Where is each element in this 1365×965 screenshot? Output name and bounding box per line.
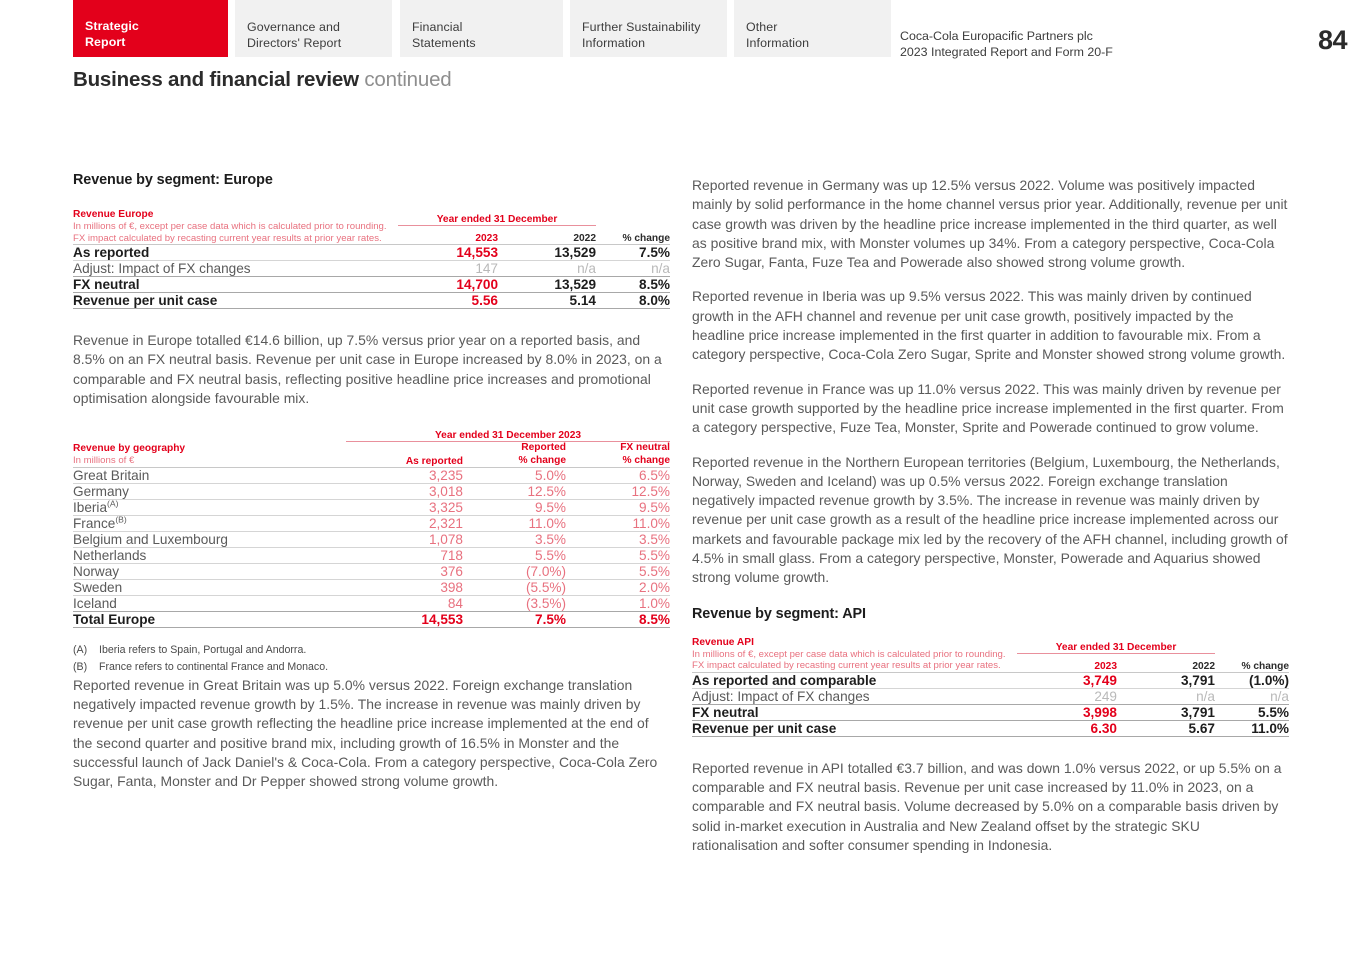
cell-iceland-as-reported: 84: [346, 595, 463, 611]
row-label-netherlands: Netherlands: [73, 547, 346, 563]
cell-norway-reported-change: (7.0%): [463, 563, 566, 579]
geo-col-fx-neutral-change: [566, 442, 670, 467]
tab-other-information[interactable]: [734, 0, 891, 57]
heading-revenue-by-segment-api: Revenue by segment: API: [692, 605, 866, 622]
cell-api-as-reported-2022: 3,791: [1117, 672, 1215, 688]
geo-col-fx-neutral-line2: % change: [622, 454, 671, 466]
row-label-iberia-text: Iberia: [73, 499, 108, 515]
table-row: [73, 515, 670, 531]
table-row: [73, 611, 670, 627]
cell-adjust-fx-change: n/a: [596, 261, 670, 277]
footnote-marker-b: (B): [115, 514, 127, 525]
revenue-api-table: [692, 636, 1289, 737]
table-row: [73, 293, 670, 309]
revenue-europe-group-header-spacer: [596, 208, 670, 226]
document-company-name: Coca-Cola Europacific Partners plc: [900, 29, 1093, 43]
revenue-europe-caption-title: Revenue Europe: [73, 209, 154, 220]
row-label-api-adjust-fx: Adjust: Impact of FX changes: [692, 688, 1017, 704]
row-label-api-revenue-per-unit-case: Revenue per unit case: [692, 720, 1017, 736]
geo-column-header-row: [73, 442, 670, 467]
row-label-as-reported: As reported: [73, 245, 398, 261]
cell-germany-as-reported: 3,018: [346, 483, 463, 499]
table-row: [73, 467, 670, 483]
row-label-iberia: [73, 499, 346, 515]
table-row: [73, 547, 670, 563]
cell-france-fx-neutral: 11.0%: [566, 515, 670, 531]
page-number: 84: [1317, 25, 1347, 55]
row-label-france-text: France: [73, 515, 116, 531]
revenue-api-caption-sub: In millions of €, except per case data which is calculated prior to rounding. FX impact calculated by recasting current year results at prior year rates.: [692, 648, 1006, 672]
cell-total-europe-as-reported: 14,553: [346, 611, 463, 627]
cell-iceland-reported-change: (3.5%): [463, 595, 566, 611]
row-label-germany: Germany: [73, 483, 346, 499]
paragraph-northern-european-territories: Reported revenue in the Northern European territories (Belgium, Luxembourg, the Netherlands, Norway, Sweden and Iceland) was up 0.5% versus 2022. Foreign exchange translation negatively impacted revenue growth by 3.5%. The increase in revenue was mainly driven by revenue per unit case growth as a result of the headline price increase implemented across our markets and favourable package mix led by the recovery of the AFH channel, including growth of 4.5% in small glass. From a category perspective, Monster, Powerade and Aquarius showed strong volume growth.: [692, 453, 1288, 586]
tab-governance-line1: Governance and: [247, 20, 341, 34]
revenue-europe-caption-sub: In millions of €, except per case data which is calculated prior to rounding. FX impact calculated by recasting current year results at prior year rates.: [73, 221, 387, 244]
revenue-europe-table: [73, 208, 670, 309]
paragraph-europe-revenue: Revenue in Europe totalled €14.6 billion, up 7.5% versus prior year on a reported basis, and 8.5% on an FX neutral basis. Revenue per unit case in Europe increased by 8.0% in 2023, on a comparable and FX neutral basis, reflecting positive headline price increases and promotional optimisation alongside favourable mix.: [73, 332, 662, 407]
header-tab-strip: [0, 0, 1365, 57]
document-report-name: 2023 Integrated Report and Form 20-F: [900, 44, 1113, 59]
row-label-adjust-fx: Adjust: Impact of FX changes: [73, 261, 398, 277]
cell-iceland-fx-neutral: 1.0%: [566, 595, 670, 611]
paragraph-iberia: Reported revenue in Iberia was up 9.5% versus 2022. This was mainly driven by continued growth in the AFH channel and revenue per unit case growth, positively impacted by the headline price increase implemented in the first quarter in addition to favourable mix. From a category perspective, Coca-Cola Zero Sugar, Sprite and Monster showed strong volume growth.: [692, 288, 1286, 363]
revenue-api-group-header-spacer: [1215, 636, 1289, 654]
right-column: [692, 176, 1289, 855]
cell-belgium-as-reported: 1,078: [346, 531, 463, 547]
table-row: [73, 531, 670, 547]
footnote-a-text: Iberia refers to Spain, Portugal and Andorra.: [99, 643, 307, 656]
table-row: [73, 579, 670, 595]
cell-netherlands-as-reported: 718: [346, 547, 463, 563]
geo-col-fx-neutral-line1: FX neutral: [620, 442, 671, 454]
table-row: [692, 688, 1289, 704]
cell-great-britain-fx-neutral: 6.5%: [566, 467, 670, 483]
left-column: [73, 172, 670, 792]
paragraph-germany: Reported revenue in Germany was up 12.5% versus 2022. Volume was positively impacted mainly by solid performance in the home channel versus prior year. Additionally, revenue per unit case growth was driven by the headline price increase implemented in the third quarter, as well as positive brand mix, with Monster volumes up 34%. From a category perspective, Coca-Cola Zero Sugar, Fanta, Fuze Tea and Powerade also showed strong volume growth.: [692, 177, 1288, 271]
tab-financial-line1: Financial: [412, 20, 463, 34]
revenue-by-geography-table-wrapper: [73, 430, 670, 675]
row-label-great-britain: Great Britain: [73, 467, 346, 483]
table-row: [73, 563, 670, 579]
geo-caption-title: Revenue by geography: [73, 443, 186, 455]
cell-rpuc-change: 8.0%: [596, 293, 670, 309]
cell-belgium-fx-neutral: 3.5%: [566, 531, 670, 547]
geo-caption: [73, 442, 346, 467]
paragraph-great-britain: Reported revenue in Great Britain was up 5.0% versus 2022. Foreign exchange translation negatively impacted revenue growth by 1.5%. The increase in revenue was mainly driven by revenue per unit case growth reflecting the headline price increase implemented at the end of the second quarter and positive brand mix, including growth of 16.5% in Monster and the successful launch of Jack Daniel's & Coca-Cola. From a category perspective, Coca-Cola Zero Sugar, Fanta, Monster and Dr Pepper showed strong volume growth.: [73, 676, 658, 790]
cell-fx-neutral-change: 8.5%: [596, 277, 670, 293]
tab-other-line1: Other: [746, 20, 778, 34]
row-label-revenue-per-unit-case: Revenue per unit case: [73, 293, 398, 309]
geo-col-reported-change-line1: Reported: [521, 442, 566, 454]
cell-as-reported-2022: 13,529: [498, 245, 596, 261]
footnote-b-mark: (B): [73, 660, 88, 673]
revenue-europe-table-wrapper: [73, 208, 670, 309]
cell-sweden-fx-neutral: 2.0%: [566, 579, 670, 595]
revenue-api-col-change: % change: [1241, 660, 1289, 672]
revenue-europe-caption: [73, 208, 398, 245]
cell-germany-reported-change: 12.5%: [463, 483, 566, 499]
cell-sweden-as-reported: 398: [346, 579, 463, 595]
tab-financial-line2: Statements: [412, 35, 476, 50]
tab-strategic-report-line2: Report: [85, 34, 126, 49]
table-row: [73, 499, 670, 515]
row-label-iceland: Iceland: [73, 595, 346, 611]
geo-group-header: Year ended 31 December 2023: [346, 430, 670, 442]
geo-col-as-reported: As reported: [405, 455, 463, 467]
cell-great-britain-reported-change: 5.0%: [463, 467, 566, 483]
cell-api-as-reported-change: (1.0%): [1215, 672, 1289, 688]
heading-revenue-by-segment-europe: Revenue by segment: Europe: [73, 172, 273, 188]
table-row: [692, 720, 1289, 736]
tab-strategic-report[interactable]: [73, 0, 228, 57]
geo-col-reported-change: [463, 442, 566, 467]
cell-germany-fx-neutral: 12.5%: [566, 483, 670, 499]
revenue-api-table-wrapper: [692, 636, 1289, 737]
revenue-by-geography-table: [73, 430, 670, 627]
tab-financial-statements[interactable]: [400, 0, 563, 57]
cell-api-adjust-fx-change: n/a: [1215, 688, 1289, 704]
geo-col-reported-change-line2: % change: [518, 454, 566, 466]
cell-sweden-reported-change: (5.5%): [463, 579, 566, 595]
cell-adjust-fx-2022: n/a: [498, 261, 596, 277]
footnotes: [73, 642, 670, 676]
row-label-sweden: Sweden: [73, 579, 346, 595]
footnote-b: [73, 659, 670, 676]
table-row: [73, 483, 670, 499]
cell-total-europe-reported-change: 7.5%: [463, 611, 566, 627]
revenue-europe-group-header: Year ended 31 December: [398, 208, 596, 226]
revenue-europe-col-change: % change: [622, 233, 670, 245]
cell-as-reported-change: 7.5%: [596, 245, 670, 261]
page-title: [73, 68, 451, 92]
cell-netherlands-fx-neutral: 5.5%: [566, 547, 670, 563]
paragraph-api: Reported revenue in API totalled €3.7 billion, and was down 1.0% versus 2022, or up 5.5% on a comparable and FX neutral basis. Revenue per unit case increased by 11.0% in 2023, on a comparable and FX neutral basis. Volume decreased by 5.0% on a comparable basis driven by solid in-market execution in Australia and New Zealand offset by the strategic SKU rationalisation and softer consumer spending in Indonesia.: [692, 759, 1282, 854]
cell-france-as-reported: 2,321: [346, 515, 463, 531]
footnote-marker-a: (A): [107, 498, 119, 509]
geo-group-header-spacer: [73, 430, 346, 442]
document-identifier: [900, 29, 1113, 60]
tab-sustainability-line1: Further Sustainability: [582, 20, 701, 34]
cell-fx-neutral-2022: 13,529: [498, 277, 596, 293]
footnote-b-text: France refers to continental France and Monaco.: [99, 660, 329, 673]
tab-governance-line2: Directors' Report: [247, 35, 342, 50]
cell-norway-as-reported: 376: [346, 563, 463, 579]
cell-api-as-reported-2023: 3,749: [1017, 672, 1117, 688]
tab-further-sustainability-information[interactable]: [570, 0, 727, 57]
tab-other-line2: Information: [746, 35, 810, 50]
revenue-api-caption: [692, 636, 1017, 673]
tab-strategic-report-line1: Strategic: [85, 19, 139, 33]
table-row: [73, 245, 670, 261]
page-title-continued: continued: [364, 68, 452, 91]
tab-sustainability-line2: Information: [582, 35, 646, 50]
cell-norway-fx-neutral: 5.5%: [566, 563, 670, 579]
row-label-api-as-reported-comparable: As reported and comparable: [692, 672, 1017, 688]
cell-fx-neutral-2023: 14,700: [398, 277, 498, 293]
table-row: [73, 595, 670, 611]
cell-api-adjust-fx-2023: 249: [1017, 688, 1117, 704]
cell-api-fx-neutral-2023: 3,998: [1017, 704, 1117, 720]
footnote-a: [73, 642, 670, 659]
cell-iberia-fx-neutral: 9.5%: [566, 499, 670, 515]
table-row: [692, 704, 1289, 720]
revenue-api-col-2023: 2023: [1094, 660, 1117, 672]
cell-api-fx-neutral-change: 5.5%: [1215, 704, 1289, 720]
table-row: [73, 261, 670, 277]
cell-total-europe-fx-neutral: 8.5%: [566, 611, 670, 627]
revenue-api-group-header: Year ended 31 December: [1017, 636, 1215, 654]
cell-rpuc-2022: 5.14: [498, 293, 596, 309]
paragraph-france: Reported revenue in France was up 11.0% versus 2022. This was mainly driven by revenue per unit case growth supported by the headline price increase implemented in the first quarter. From a category perspective, Fuze Tea, Monster, Sprite and Powerade continued to grow volume.: [692, 380, 1284, 436]
cell-rpuc-2023: 5.56: [398, 293, 498, 309]
row-label-api-fx-neutral: FX neutral: [692, 704, 1017, 720]
cell-api-rpuc-2023: 6.30: [1017, 720, 1117, 736]
cell-iberia-as-reported: 3,325: [346, 499, 463, 515]
cell-great-britain-as-reported: 3,235: [346, 467, 463, 483]
footnote-a-mark: (A): [73, 643, 88, 656]
cell-adjust-fx-2023: 147: [398, 261, 498, 277]
row-label-france: [73, 515, 346, 531]
geo-caption-sub: In millions of €: [73, 455, 135, 467]
cell-iberia-reported-change: 9.5%: [463, 499, 566, 515]
row-label-total-europe: Total Europe: [73, 611, 346, 627]
cell-api-rpuc-change: 11.0%: [1215, 720, 1289, 736]
row-label-belgium-luxembourg: Belgium and Luxembourg: [73, 531, 346, 547]
revenue-api-caption-row: [692, 636, 1289, 654]
cell-france-reported-change: 11.0%: [463, 515, 566, 531]
table-row: [73, 277, 670, 293]
revenue-europe-col-2023: 2023: [475, 233, 498, 245]
cell-as-reported-2023: 14,553: [398, 245, 498, 261]
cell-api-fx-neutral-2022: 3,791: [1117, 704, 1215, 720]
page-title-main: Business and financial review: [73, 68, 359, 91]
tab-governance-directors-report[interactable]: [235, 0, 392, 57]
row-label-fx-neutral: FX neutral: [73, 277, 398, 293]
cell-netherlands-reported-change: 5.5%: [463, 547, 566, 563]
revenue-api-col-2022: 2022: [1192, 660, 1215, 672]
geo-group-header-row: [73, 430, 670, 442]
cell-belgium-reported-change: 3.5%: [463, 531, 566, 547]
revenue-europe-col-2022: 2022: [573, 233, 596, 245]
row-label-norway: Norway: [73, 563, 346, 579]
cell-api-rpuc-2022: 5.67: [1117, 720, 1215, 736]
revenue-europe-caption-row: [73, 208, 670, 226]
cell-api-adjust-fx-2022: n/a: [1117, 688, 1215, 704]
table-row: [692, 672, 1289, 688]
revenue-api-caption-title: Revenue API: [692, 636, 754, 648]
